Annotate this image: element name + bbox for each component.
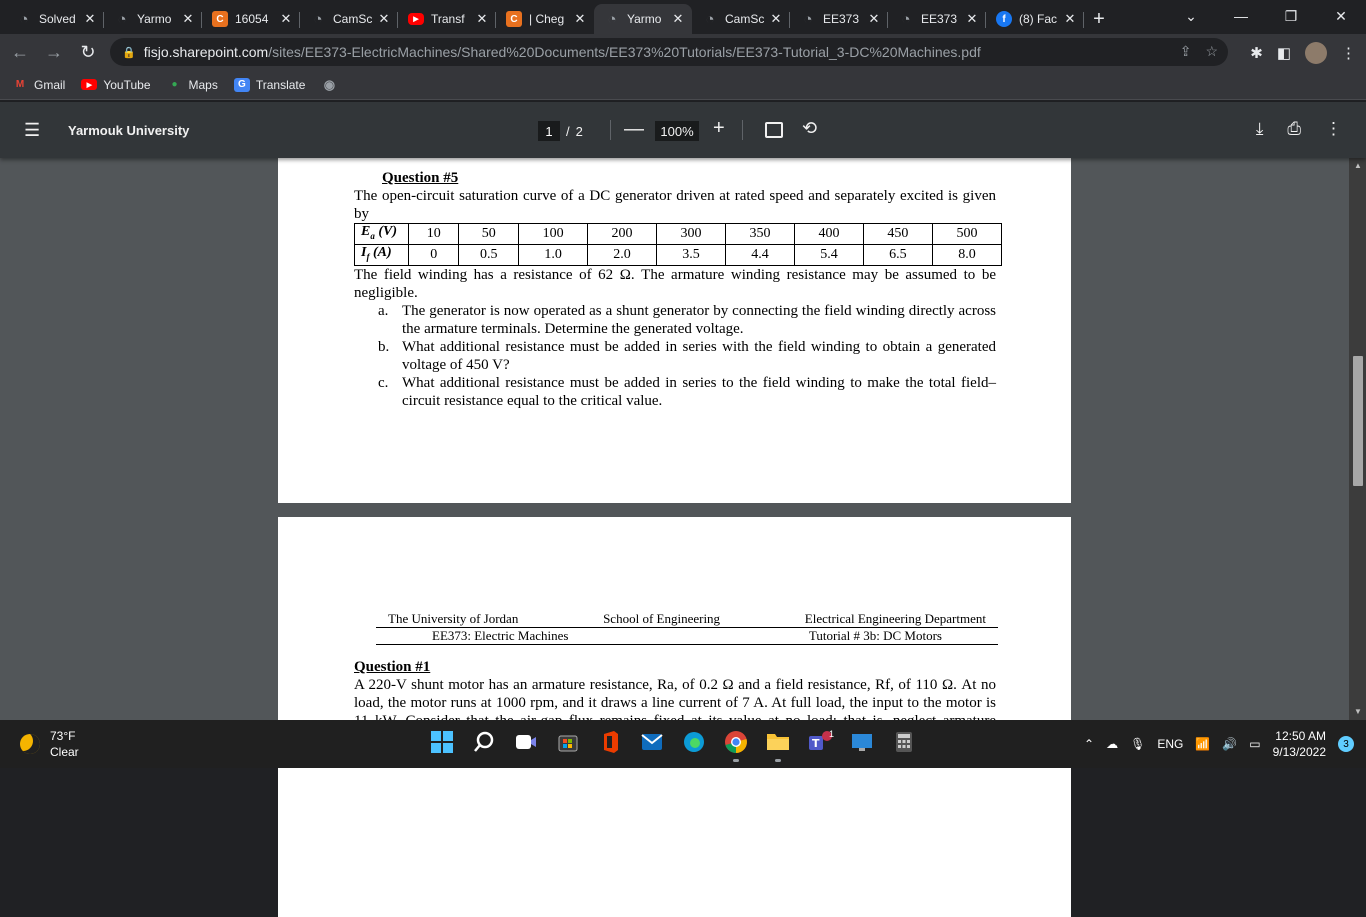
- tab-title: Yarmo: [627, 12, 662, 26]
- tab-3[interactable]: [300, 4, 398, 34]
- bookmark-globe[interactable]: [321, 78, 337, 92]
- list-item: [378, 374, 996, 410]
- item-text: What additional resistance must be added in series with the field winding to obtain a generated voltage of 450 V?: [402, 338, 996, 373]
- tab-5[interactable]: [496, 4, 594, 34]
- download-icon[interactable]: ⤓: [1255, 119, 1264, 138]
- weather-widget[interactable]: [20, 728, 79, 760]
- scrollbar-thumb[interactable]: [1353, 356, 1363, 486]
- vertical-scrollbar[interactable]: [1349, 158, 1366, 720]
- close-tab-icon[interactable]: ✕: [574, 11, 586, 26]
- reload-button[interactable]: ↻: [80, 41, 96, 62]
- back-button[interactable]: ←: [11, 41, 29, 62]
- youtube-icon: ▶: [408, 13, 424, 25]
- tab-title: CamSc: [333, 12, 373, 26]
- clock[interactable]: [1273, 728, 1326, 760]
- tab-8[interactable]: [790, 4, 888, 34]
- tab-2[interactable]: [202, 4, 300, 34]
- sub-right: Tutorial # 3b: DC Motors: [808, 628, 942, 643]
- tab-strip: [0, 0, 1366, 34]
- table-cell: 3.5: [657, 244, 726, 265]
- table-cell: 4.4: [726, 244, 795, 265]
- page-total: 2: [575, 123, 583, 139]
- teams-badge: 1: [828, 729, 834, 739]
- bookmark-maps[interactable]: [167, 78, 218, 92]
- table-cell: 50: [459, 224, 519, 245]
- close-tab-icon[interactable]: ✕: [672, 11, 684, 26]
- globe-icon: ◉: [323, 76, 336, 92]
- globe-icon: ◔: [313, 10, 323, 28]
- table-cell: 0: [409, 244, 459, 265]
- close-tab-icon[interactable]: ✕: [182, 11, 194, 26]
- chevron-up-icon[interactable]: ⌃: [1084, 737, 1095, 751]
- table-row-label: $I_f$ (A): [355, 244, 409, 265]
- bookmarks-bar: [0, 70, 1366, 100]
- chrome-menu-icon[interactable]: ⋮: [1341, 45, 1356, 62]
- pdf-title: Yarmouk University: [68, 123, 190, 138]
- item-text: What additional resistance must be added in series to the field winding to make the total field–circuit resistance equal to the critical value.: [402, 374, 996, 409]
- taskbar: [0, 720, 1366, 768]
- close-tab-icon[interactable]: ✕: [868, 11, 880, 26]
- header-left: The University of Jordan: [388, 611, 519, 626]
- volume-icon[interactable]: 🔊: [1222, 737, 1238, 751]
- globe-icon: ◔: [705, 10, 715, 28]
- tab-1[interactable]: [104, 4, 202, 34]
- start-icon[interactable]: [428, 728, 456, 756]
- close-tab-icon[interactable]: ✕: [1064, 11, 1076, 26]
- maps-icon: ●: [171, 79, 178, 90]
- browser-toolbar: [0, 34, 1366, 70]
- new-tab-button[interactable]: +: [1093, 7, 1105, 30]
- question-heading: Question #1: [354, 659, 431, 675]
- table-cell: 300: [657, 224, 726, 245]
- address-url[interactable]: fisjo.sharepoint.com/sites/EE373-ElectricMachines/Shared%20Documents/EE373%20Tutorials/EE373-Tutorial_3-DC%20Machines.pdf: [143, 44, 981, 60]
- tab-search-icon[interactable]: ⌄: [1185, 7, 1197, 24]
- edge-icon[interactable]: [680, 728, 708, 756]
- address-bar[interactable]: [110, 38, 1228, 66]
- tab-4[interactable]: [398, 4, 496, 34]
- zoom-out-button[interactable]: —: [624, 118, 644, 140]
- tab-title: EE373: [921, 12, 958, 26]
- bookmark-translate[interactable]: [234, 78, 306, 92]
- clock-time: 12:50 AM: [1275, 729, 1326, 743]
- item-key: c.: [378, 374, 389, 391]
- profile-avatar[interactable]: [1305, 42, 1327, 64]
- tab-9[interactable]: [888, 4, 986, 34]
- rotate-icon[interactable]: ⟲: [802, 118, 818, 138]
- divider: [610, 120, 611, 140]
- table-cell: 1.0: [519, 244, 588, 265]
- question-heading: Question #5: [382, 170, 459, 186]
- table-row-label: $E_a$ (V): [355, 224, 409, 245]
- onedrive-icon[interactable]: ☁: [1106, 737, 1119, 751]
- pdf-page-2: [278, 517, 1071, 917]
- sub-left: EE373: Electric Machines: [432, 628, 569, 643]
- close-tab-icon[interactable]: ✕: [280, 11, 292, 26]
- table-row: [355, 244, 1002, 265]
- bookmark-youtube[interactable]: [81, 78, 150, 92]
- list-item: [378, 338, 996, 374]
- table-cell: 100: [519, 224, 588, 245]
- tab-6[interactable]: [594, 4, 692, 34]
- table-cell: 6.5: [863, 244, 932, 265]
- system-tray: [1084, 728, 1354, 760]
- table-cell: 450: [863, 224, 932, 245]
- table-cell: 350: [726, 224, 795, 245]
- question-items: [378, 302, 996, 410]
- battery-icon[interactable]: ▭: [1249, 737, 1261, 751]
- bookmark-label: Gmail: [34, 77, 66, 92]
- side-panel-icon[interactable]: ◧: [1276, 45, 1291, 62]
- tab-separator: [1083, 12, 1084, 28]
- globe-icon: ◔: [803, 10, 813, 28]
- table-cell: 500: [932, 224, 1001, 245]
- globe-icon: ◔: [901, 10, 911, 28]
- bookmark-label: YouTube: [103, 77, 151, 92]
- calculator-icon[interactable]: [890, 728, 918, 756]
- table-cell: 200: [588, 224, 657, 245]
- close-tab-icon[interactable]: ✕: [770, 11, 782, 26]
- tab-7[interactable]: [692, 4, 790, 34]
- bookmark-label: Translate: [255, 77, 306, 92]
- tab-title: Yarmo: [137, 12, 172, 26]
- window-controls: [1166, 0, 1366, 32]
- fit-page-icon[interactable]: [765, 122, 783, 138]
- minimize-button[interactable]: —: [1234, 8, 1248, 24]
- list-item: [378, 302, 996, 338]
- page-separator: /: [566, 123, 570, 139]
- teams-chat-icon[interactable]: [512, 728, 540, 756]
- tab-10[interactable]: [986, 4, 1084, 34]
- tab-title: Solved: [39, 12, 76, 26]
- restore-button[interactable]: ❐: [1284, 7, 1298, 24]
- table-cell: 2.0: [588, 244, 657, 265]
- desktop-app-icon[interactable]: [848, 728, 876, 756]
- bookmark-star-icon[interactable]: ☆: [1205, 43, 1218, 59]
- scroll-down-icon[interactable]: ▼: [1354, 707, 1362, 716]
- item-key: b.: [378, 338, 390, 355]
- moon-icon: [20, 734, 40, 754]
- question-intro: The open-circuit saturation curve of a DC generator driven at rated speed and separately excited is given by: [354, 188, 996, 222]
- scroll-up-icon[interactable]: ▲: [1354, 161, 1362, 170]
- pdf-page-1: [278, 128, 1071, 503]
- close-tab-icon[interactable]: ✕: [378, 11, 390, 26]
- teams-icon[interactable]: [806, 728, 834, 756]
- tab-0[interactable]: [6, 4, 104, 34]
- tab-title: 16054: [235, 12, 269, 26]
- header-mid: School of Engineering: [603, 611, 721, 626]
- bookmark-label: Maps: [188, 77, 218, 92]
- translate-icon: G: [234, 78, 250, 92]
- table-cell: 400: [794, 224, 863, 245]
- close-tab-icon[interactable]: ✕: [84, 11, 96, 26]
- extensions-icon[interactable]: ✱: [1250, 45, 1263, 62]
- globe-icon: ◔: [19, 10, 29, 28]
- globe-icon: ◔: [607, 10, 617, 28]
- bookmark-gmail[interactable]: [12, 78, 65, 92]
- weather-temp: 73°F: [50, 729, 76, 743]
- pdf-toolbar: [0, 102, 1366, 158]
- forward-button[interactable]: →: [45, 41, 63, 62]
- pdf-viewer[interactable]: [0, 158, 1366, 720]
- close-tab-icon[interactable]: ✕: [476, 11, 488, 26]
- wifi-icon[interactable]: 📶: [1195, 737, 1211, 751]
- share-icon[interactable]: ⇪: [1179, 43, 1192, 59]
- print-icon[interactable]: ⎙: [1287, 119, 1301, 138]
- svg-text:T: T: [812, 737, 820, 750]
- notification-badge[interactable]: 3: [1338, 736, 1354, 752]
- chrome-icon[interactable]: [722, 728, 750, 756]
- globe-icon: ◔: [117, 10, 127, 28]
- zoom-in-button[interactable]: +: [713, 117, 725, 139]
- item-key: a.: [378, 302, 389, 319]
- question-text: A 220-V shunt motor has an armature resistance, Ra, of 0.2 Ω and a field resistance, Rf, of 110 Ω. At no load, the motor runs at 1000 rpm, and it draws a line current of 7 A. At full load, the input to the motor is: [354, 677, 996, 711]
- chegg-icon: C: [506, 11, 522, 27]
- tab-title: Transf: [431, 12, 465, 26]
- table-row: [355, 224, 1002, 245]
- chegg-icon: C: [212, 11, 228, 27]
- clock-date: 9/13/2022: [1272, 745, 1326, 759]
- divider: [742, 120, 743, 140]
- tab-title: EE373: [823, 12, 860, 26]
- facebook-icon: f: [996, 11, 1012, 27]
- lock-icon[interactable]: 🔒: [122, 46, 136, 59]
- table-cell: 0.5: [459, 244, 519, 265]
- microphone-icon[interactable]: 🎙: [1130, 737, 1146, 751]
- item-text: The generator is now operated as a shunt generator by connecting the field winding directly across the armature terminals. Determine the generated voltage.: [402, 302, 996, 337]
- language-indicator[interactable]: ENG: [1157, 737, 1184, 751]
- table-cell: 8.0: [932, 244, 1001, 265]
- pdf-menu-icon[interactable]: ☰: [24, 120, 41, 140]
- zoom-input[interactable]: 100%: [655, 121, 699, 141]
- table-cell: 10: [409, 224, 459, 245]
- weather-condition: Clear: [50, 745, 79, 759]
- saturation-table: [354, 223, 1002, 266]
- page-number-input[interactable]: 1: [538, 121, 560, 141]
- tab-title: (8) Fac: [1019, 12, 1058, 26]
- more-options-icon[interactable]: ⋮: [1325, 119, 1342, 138]
- page-indicator: [538, 121, 583, 141]
- file-explorer-icon[interactable]: [764, 728, 792, 756]
- gmail-icon: M: [15, 79, 25, 90]
- header-right: Electrical Engineering Department: [804, 611, 986, 626]
- close-tab-icon[interactable]: ✕: [966, 11, 978, 26]
- page-header: [376, 611, 998, 645]
- mail-icon[interactable]: [638, 728, 666, 756]
- table-cell: 5.4: [794, 244, 863, 265]
- youtube-icon: ▶: [81, 79, 97, 90]
- tab-title: | Cheg: [529, 12, 565, 26]
- close-window-button[interactable]: ✕: [1335, 7, 1347, 24]
- tab-title: CamSc: [725, 12, 765, 26]
- office-icon[interactable]: [596, 728, 624, 756]
- store-icon[interactable]: [554, 728, 582, 756]
- question-text: The field winding has a resistance of 62 Ω. The armature winding resistance may be assumed to be negligible.: [354, 266, 996, 301]
- search-icon[interactable]: [470, 728, 498, 756]
